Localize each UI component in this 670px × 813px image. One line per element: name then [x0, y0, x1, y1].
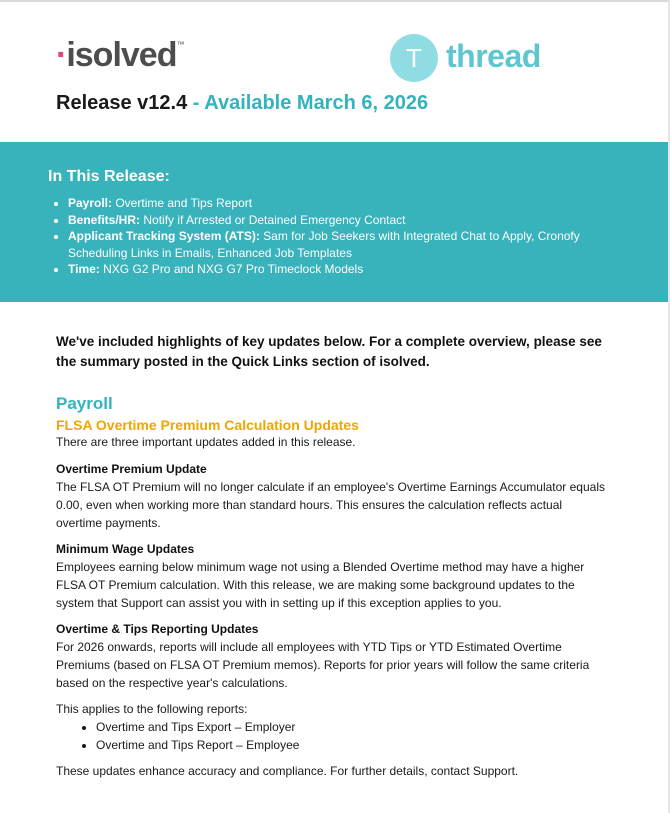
overtime-premium-heading: Overtime Premium Update — [56, 462, 207, 476]
flsa-subtitle: FLSA Overtime Premium Calculation Updates — [56, 417, 359, 433]
tips-reporting-heading: Overtime & Tips Reporting Updates — [56, 622, 259, 636]
list-item — [68, 212, 628, 229]
release-summary-list — [48, 195, 628, 278]
in-this-release-heading: In This Release: — [48, 168, 170, 185]
isolved-logo-text: isolved — [66, 36, 177, 74]
item-text: Overtime and Tips Report — [112, 196, 253, 210]
isolved-logo: ·isolved™ — [56, 36, 184, 74]
item-label: Payroll: — [68, 196, 113, 210]
list-item: • Overtime and Tips Export – Employer — [96, 718, 299, 736]
thread-initial: T — [406, 43, 422, 73]
release-version: Release v12.4 — [56, 92, 188, 114]
payroll-intro: There are three important updates added in this release. — [56, 435, 356, 449]
minimum-wage-body: Employees earning below minimum wage not using a Blended Overtime method may have a higher FLSA OT Premium calculation. With this release, we are making some background updates to the system that Support can assist you with in setting up if this exception applies to you. — [56, 560, 585, 610]
item-label: Benefits/HR: — [68, 212, 141, 227]
list-item — [68, 195, 628, 212]
release-availability: - Available March 6, 2026 — [187, 92, 429, 114]
list-item — [68, 228, 628, 261]
list-item: • Overtime and Tips Report – Employee — [96, 736, 299, 754]
closing-text: These updates enhance accuracy and compliance. For further details, contact Support. — [56, 764, 519, 778]
intro-paragraph: We've included highlights of key updates below. For a complete overview, please see the summary posted in the Quick Links section of isolved. — [56, 334, 602, 369]
minimum-wage-heading: Minimum Wage Updates — [56, 542, 195, 556]
list-item — [68, 261, 628, 278]
item-label: Time: — [68, 262, 100, 276]
item-text: NXG G2 Pro and NXG G7 Pro Timeclock Models — [99, 262, 364, 276]
item-label: Applicant Tracking System (ATS): — [68, 229, 260, 243]
thread-circle-icon — [390, 34, 438, 82]
page-title — [56, 92, 428, 115]
top-border — [0, 0, 670, 2]
tips-reporting-body: For 2026 onwards, reports will include all employees with YTD Tips or YTD Estimated Overtime Premiums (based on FLSA OT Premium memos). Reports for prior years will follow the same criteria based on the respective year's calculations. — [56, 640, 590, 690]
applies-text: This applies to the following reports: — [56, 702, 248, 716]
item-text: Sam for Job Seekers with Integrated Chat to Apply, Cronofy Scheduling Links in Emails, Enhanced Job Templates — [68, 229, 580, 260]
thread-logo-text: thread — [446, 38, 541, 74]
overtime-premium-body: The FLSA OT Premium will no longer calculate if an employee's Overtime Earnings Accumulator equals 0.00, even when working more than standard hours. This ensures the calculation reflects actual overtime payments. — [56, 480, 605, 530]
item-text: Notify if Arrested or Detained Emergency Contact — [140, 212, 406, 227]
payroll-section-title: Payroll — [56, 394, 113, 413]
reports-list — [76, 718, 299, 754]
in-this-release-band — [0, 142, 668, 302]
